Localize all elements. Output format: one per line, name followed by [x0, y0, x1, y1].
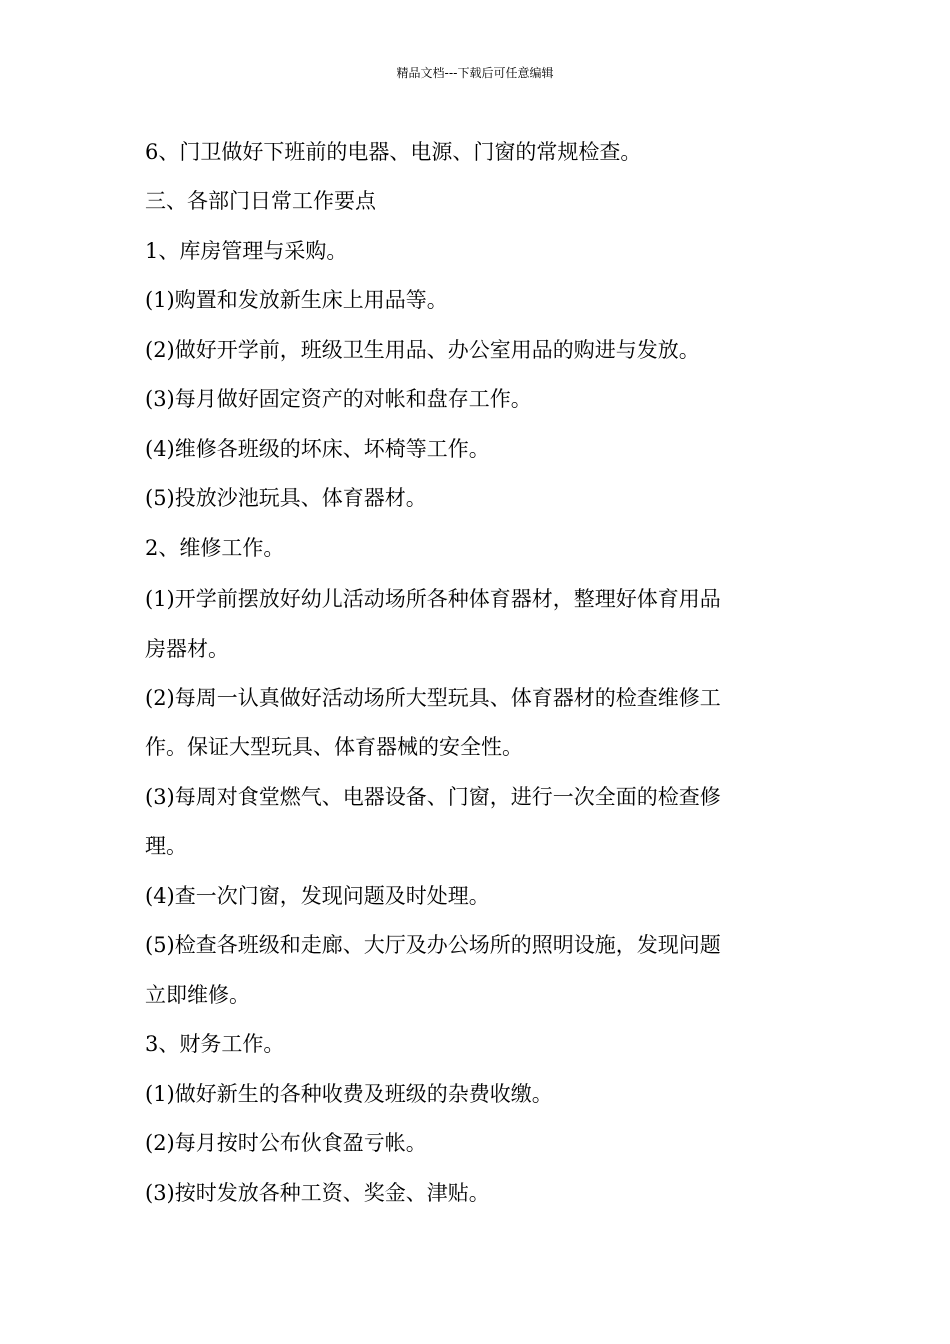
section-heading: 三、各部门日常工作要点 — [145, 189, 376, 213]
text-line: (4)维修各班级的坏床、坏椅等工作。 — [145, 437, 490, 461]
text-line-continued: 房器材。 — [145, 637, 229, 661]
subsection-heading: 2、维修工作。 — [145, 536, 285, 560]
text-line: (2)每月按时公布伙食盈亏帐。 — [145, 1131, 427, 1155]
subsection-heading: 3、财务工作。 — [145, 1032, 285, 1056]
page-header: 精品文档---下载后可任意编辑 — [396, 66, 554, 80]
subsection-heading: 1、库房管理与采购。 — [145, 239, 348, 263]
text-line: (3)每月做好固定资产的对帐和盘存工作。 — [145, 387, 532, 411]
text-line: (1)购置和发放新生床上用品等。 — [145, 288, 448, 312]
text-line: (5)检查各班级和走廊、大厅及办公场所的照明设施，发现问题 — [145, 933, 721, 957]
text-line: (5)投放沙池玩具、体育器材。 — [145, 486, 427, 510]
text-line: (1)做好新生的各种收费及班级的杂费收缴。 — [145, 1082, 553, 1106]
text-line: (3)每周对食堂燃气、电器设备、门窗，进行一次全面的检查修 — [145, 785, 721, 809]
text-line: (3)按时发放各种工资、奖金、津贴。 — [145, 1181, 490, 1205]
text-line: (2)做好开学前，班级卫生用品、办公室用品的购进与发放。 — [145, 338, 700, 362]
text-line: (1)开学前摆放好幼儿活动场所各种体育器材，整理好体育用品 — [145, 587, 721, 611]
text-line: (4)查一次门窗，发现问题及时处理。 — [145, 884, 490, 908]
text-line: (2)每周一认真做好活动场所大型玩具、体育器材的检查维修工 — [145, 686, 721, 710]
text-line-continued: 理。 — [145, 834, 187, 858]
text-line-continued: 作。保证大型玩具、体育器械的安全性。 — [145, 735, 523, 759]
text-line: 6、门卫做好下班前的电器、电源、门窗的常规检查。 — [145, 140, 642, 164]
text-line-continued: 立即维修。 — [145, 983, 250, 1007]
